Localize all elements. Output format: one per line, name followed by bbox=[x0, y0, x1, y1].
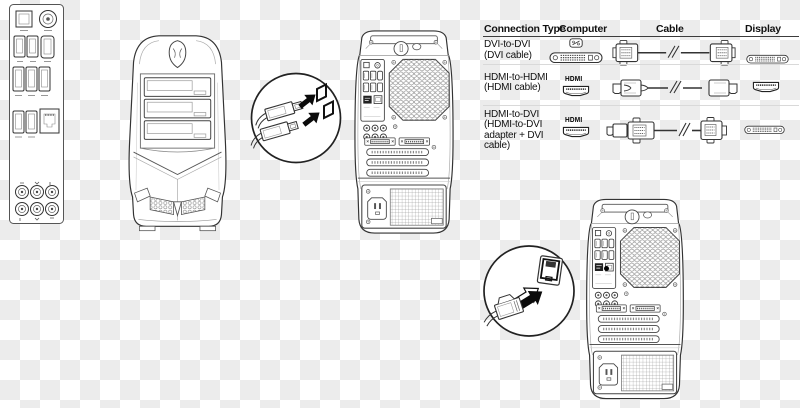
connection-type-label: adapter + DVI bbox=[484, 129, 544, 141]
ethernet-port-icon bbox=[537, 256, 563, 286]
hdmi-port-icon bbox=[562, 85, 590, 97]
row-separator bbox=[483, 105, 799, 106]
hdmi-cable-icon bbox=[610, 75, 740, 101]
column-header-computer: Computer bbox=[559, 23, 607, 35]
usb-connectors-plug-in-callout bbox=[250, 71, 342, 165]
dvi-cable-icon bbox=[612, 39, 736, 67]
connection-type-label: HDMI-to-HDMI bbox=[484, 71, 548, 83]
row-separator bbox=[483, 64, 799, 65]
desktop-tower-front-view bbox=[114, 27, 241, 238]
connection-type-label: cable) bbox=[484, 140, 511, 151]
header-rule bbox=[483, 36, 799, 37]
connection-type-label: (HDMI cable) bbox=[484, 82, 541, 93]
connection-type-label: (HDMI-to-DVI bbox=[484, 119, 543, 130]
column-header-display: Display bbox=[745, 23, 781, 35]
connection-type-label: DVI-to-DVI bbox=[484, 39, 531, 50]
hdmi-to-dvi-adapter-dvi-cable-icon bbox=[605, 115, 730, 145]
dvi-port-icon bbox=[744, 124, 785, 136]
dvi-symbol-icon bbox=[569, 38, 583, 48]
ethernet-port-marker bbox=[604, 266, 609, 271]
hdmi-logo: HDMI bbox=[565, 74, 583, 84]
column-header-cable: Cable bbox=[656, 23, 684, 35]
rear-io-panel-closeup bbox=[8, 3, 65, 225]
hdmi-logo: HDMI bbox=[565, 115, 583, 125]
desktop-tower-back-view bbox=[345, 29, 463, 237]
connection-type-label: (DVI cable) bbox=[484, 49, 532, 61]
desktop-tower-back-view-ethernet-highlight bbox=[577, 194, 693, 406]
column-header-connection-type: Connection Type bbox=[484, 23, 566, 35]
ethernet-connector-plug-in-callout bbox=[482, 244, 576, 338]
hdmi-port-icon bbox=[752, 81, 780, 93]
connection-type-label: HDMI-to-DVI bbox=[484, 108, 540, 120]
connection-table bbox=[483, 19, 799, 161]
hdmi-port-icon bbox=[562, 126, 590, 138]
